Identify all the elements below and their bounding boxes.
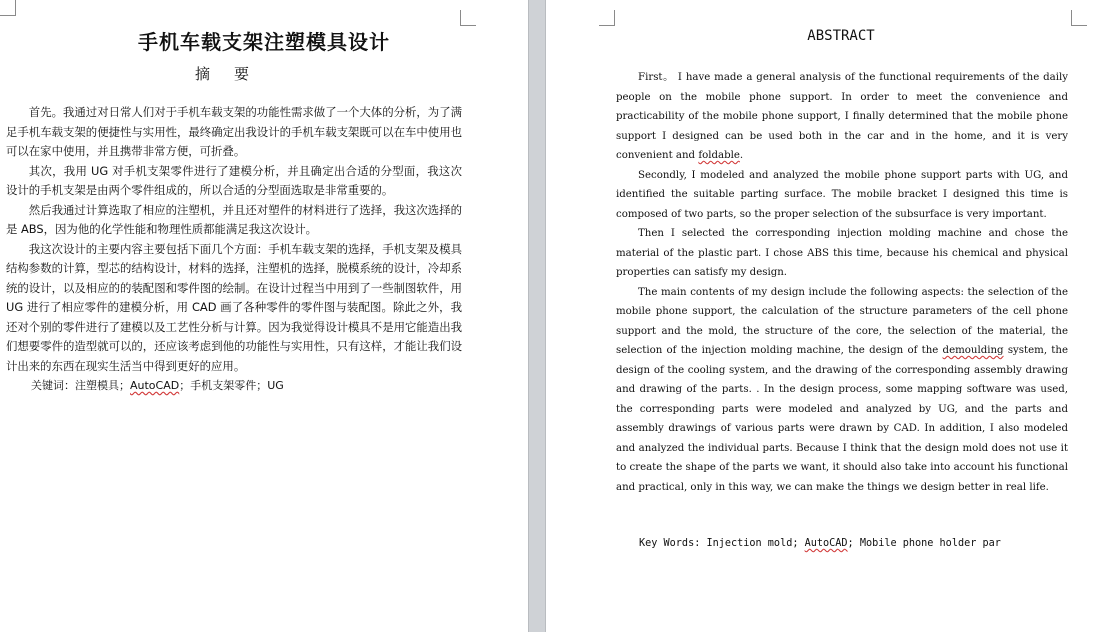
- paragraph-text: First。 I have made a general analysis of the functional requirements of the daily people on the mobile phone support. In order to meet the convenience and practicability of the mobile phone support, I finally determined that the mobile phone support I designed can be used both in the car and in the home, and it is very convenient and: [616, 72, 1068, 161]
- keywords-text: Key Words: Injection mold;: [639, 538, 805, 549]
- abstract-paragraph: 其次，我用 UG 对手机支架零件进行了建模分析，并且确定出合适的分型面，我这次设计的手机支架是由两个零件组成的，所以合适的分型面选取是非常重要的。: [6, 163, 462, 197]
- document-title: 手机车载支架注塑模具设计: [138, 30, 390, 54]
- spellcheck-word: AutoCAD: [130, 379, 180, 392]
- english-keywords: [639, 538, 1001, 549]
- abstract-paragraph: [616, 68, 1068, 166]
- chinese-keywords: [31, 377, 284, 393]
- page-gutter: [528, 0, 546, 632]
- abstract-paragraph: Then I selected the corresponding injection molding machine and chose the material of the plastic part. I chose ABS this time, because his chemical and physical properties can satisfy my design.: [616, 228, 1068, 278]
- chinese-abstract-page: [0, 0, 528, 632]
- abstract-paragraph: Secondly, I modeled and analyzed the mobile phone support parts with UG, and identified the suitable parting surface. The mobile bracket I designed this time is composed of two parts, so the proper selection of the subsurface is very important.: [616, 169, 1068, 220]
- abstract-title: ABSTRACT: [807, 28, 875, 44]
- english-abstract-body: [616, 68, 1068, 497]
- keywords-text: 关键词：注塑模具；: [31, 379, 130, 392]
- abstract-heading: 摘要: [194, 65, 273, 83]
- abstract-paragraph: 我这次设计的主要内容主要包括下面几个方面：手机车载支架的选择，手机支架及模具结构参数的计算，型芯的结构设计，材料的选择，注塑机的选择，脱模系统的设计，冷却系统的设计，以及相应的的装配图和零件图的绘制。在设计过程当中用到了一些制图软件，用 UG 进行了相应零件的建模分析，用 CAD 画了各种零件的零件图与装配图。除此之外，我还对个别的零件进行了建模以及工艺性分析与计算。因为我觉得设计模具不是用它能造出我们想要零件的造型就可以的，还应该考虑到他的功能性与实用性，只有这样，才能让我们设计出来的东西在现实生活当中得到更好的应用。: [6, 241, 462, 373]
- margin-corner-mark: [599, 10, 615, 26]
- margin-corner-mark: [0, 0, 16, 16]
- abstract-paragraph: 然后我通过计算选取了相应的注塑机，并且还对塑件的材料进行了选择，我这次选择的是 ABS，因为他的化学性能和物理性质都能满足我这次设计。: [6, 202, 462, 236]
- abstract-paragraph: [616, 283, 1068, 498]
- keywords-text: ; Mobile phone holder par: [847, 538, 1001, 549]
- paragraph-text: .: [739, 150, 744, 161]
- spellcheck-word: foldable: [698, 150, 740, 161]
- paragraph-text: The main contents of my design include the following aspects: the selection of the mobile phone support, the calculation of the structure parameters of the cell phone support and the mold, the structure of the core, the selection of the material, the selection of the injection molding machine, the design of the: [616, 286, 1068, 356]
- margin-corner-mark: [1071, 10, 1087, 26]
- english-abstract-page: [546, 0, 1103, 632]
- chinese-abstract-body: [6, 103, 462, 376]
- paragraph-text: system, the design of the cooling system, and the drawing of the corresponding assembly drawing and drawing of the parts. . In the design process, some mapping software was used, the corresponding parts were modeled and analyzed by UG, and the parts and assembly drawings of various parts were drawn by CAD. In addition, I also modeled and analyzed the individual parts. Because I think that the design mold does not use it to create the shape of the parts we want, it should also take into account his functional and practical, only in this way, we can make the things we design better in real life.: [616, 345, 1068, 493]
- spellcheck-word: AutoCAD: [804, 538, 848, 549]
- margin-corner-mark: [460, 10, 476, 26]
- spellcheck-word: demoulding: [942, 345, 1004, 356]
- keywords-text: ；手机支架零件；UG: [179, 379, 284, 392]
- abstract-paragraph: 首先。我通过对日常人们对于手机车载支架的功能性需求做了一个大体的分析，为了满足手机车载支架的便捷性与实用性，最终确定出我设计的手机车载支架既可以在车中使用也可以在家中使用，并且携带非常方便，可折叠。: [6, 105, 462, 158]
